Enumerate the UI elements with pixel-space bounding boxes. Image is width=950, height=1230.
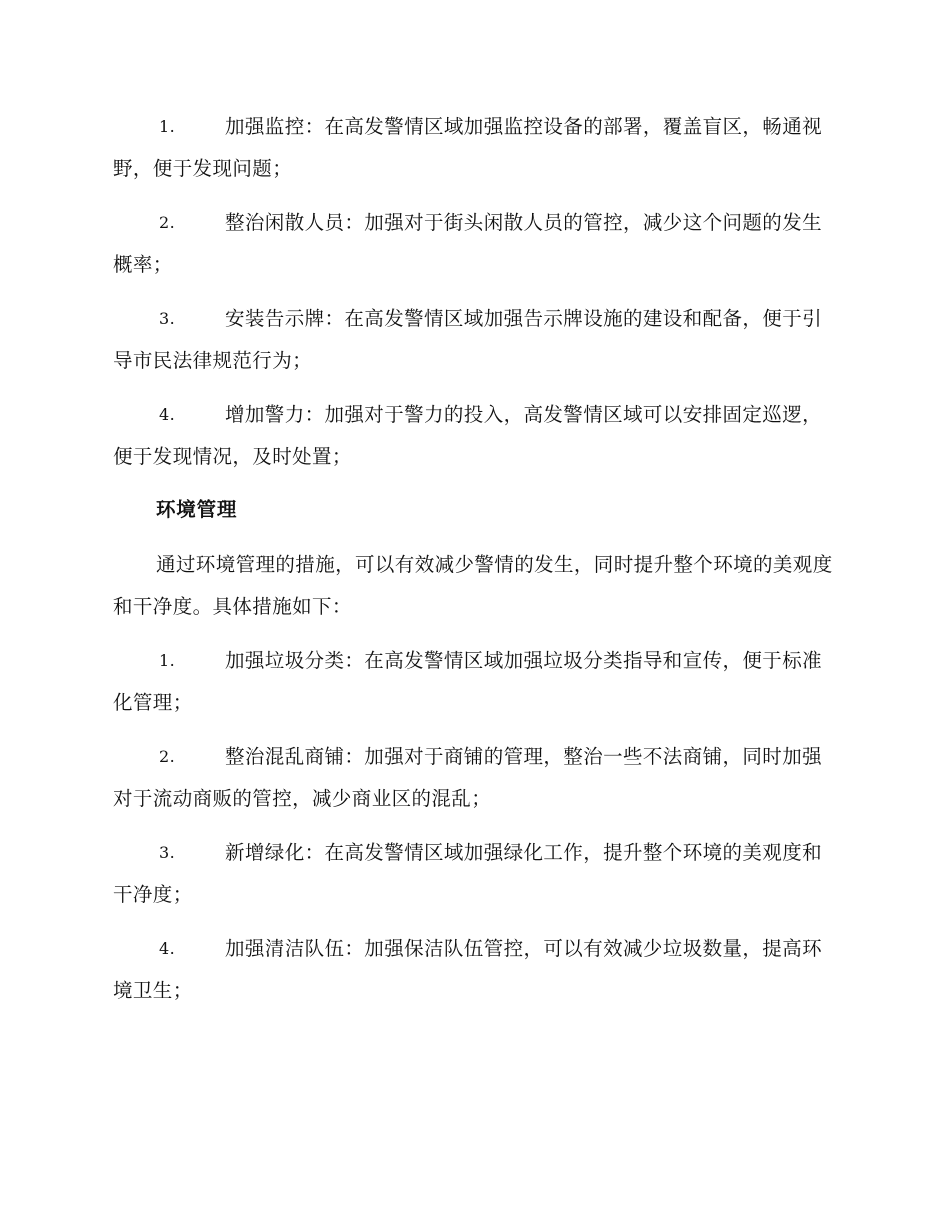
list-item	[113, 640, 835, 724]
list-item-text: 加强垃圾分类：在高发警情区域加强垃圾分类指导和宣传，便于标准化管理；	[113, 649, 823, 714]
list-item	[113, 394, 835, 478]
list-item-text: 整治混乱商铺：加强对于商铺的管理，整治一些不法商铺，同时加强对于流动商贩的管控，减少商业区的混乱；	[113, 745, 823, 810]
list-item-text: 新增绿化：在高发警情区域加强绿化工作，提升整个环境的美观度和干净度；	[113, 841, 823, 906]
list-item	[113, 202, 835, 286]
measures-list-environment	[113, 640, 835, 1012]
list-item-number: 4.	[159, 939, 176, 958]
section-intro-paragraph: 通过环境管理的措施，可以有效减少警情的发生，同时提升整个环境的美观度和干净度。具体措施如下：	[113, 553, 833, 618]
document-page	[113, 106, 835, 1024]
list-item-number: 2.	[159, 747, 176, 766]
list-item	[113, 298, 835, 382]
list-item-text: 增加警力：加强对于警力的投入，高发警情区域可以安排固定巡逻，便于发现情况，及时处置；	[113, 403, 823, 468]
list-item-text: 加强清洁队伍：加强保洁队伍管控，可以有效减少垃圾数量，提高环境卫生；	[113, 937, 823, 1002]
measures-list-security	[113, 106, 835, 478]
list-item-number: 1.	[159, 117, 176, 136]
list-item-number: 3.	[159, 843, 176, 862]
list-item-number: 4.	[159, 405, 176, 424]
list-item-number: 3.	[159, 309, 176, 328]
list-item-number: 1.	[159, 651, 176, 670]
list-item-text: 加强监控：在高发警情区域加强监控设备的部署，覆盖盲区，畅通视野，便于发现问题；	[113, 115, 823, 180]
list-item	[113, 928, 835, 1012]
list-item	[113, 736, 835, 820]
list-item-text: 安装告示牌：在高发警情区域加强告示牌设施的建设和配备，便于引导市民法律规范行为；	[113, 307, 823, 372]
list-item	[113, 832, 835, 916]
list-item-number: 2.	[159, 213, 176, 232]
section-heading: 环境管理	[156, 498, 238, 521]
list-item	[113, 106, 835, 190]
list-item-text: 整治闲散人员：加强对于街头闲散人员的管控，减少这个问题的发生概率；	[113, 211, 823, 276]
